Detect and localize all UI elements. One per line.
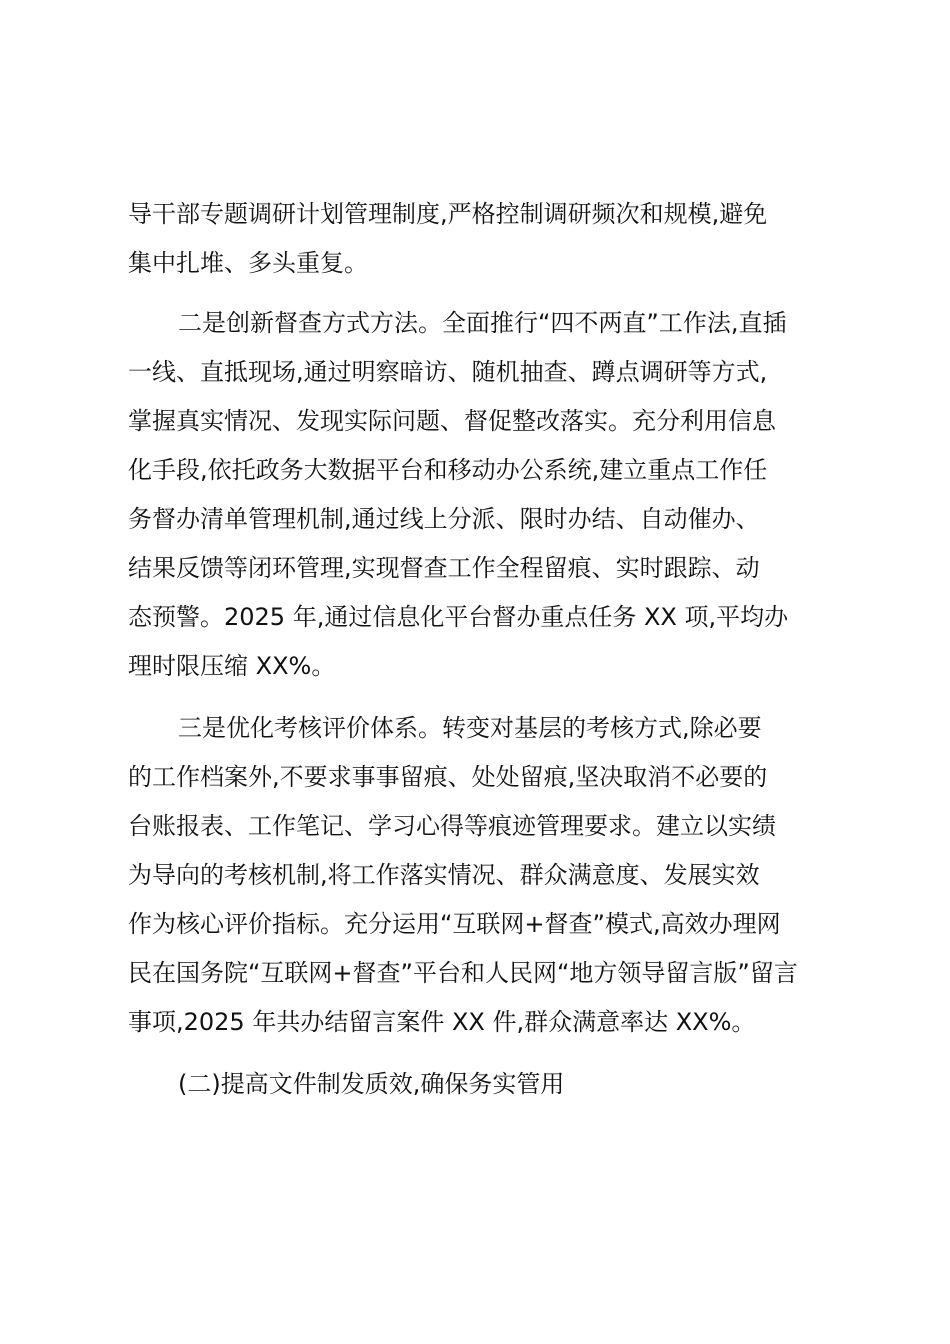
paragraph-start-line: 三是优化考核评价体系。转变对基层的考核方式,除必要 xyxy=(178,714,762,742)
text-line: 事项,2025 年共办结留言案件 XX 件,群众满意率达 XX%。 xyxy=(128,1008,756,1036)
text-line: 作为核心评价指标。充分运用“互联网+督查”模式,高效办理网 xyxy=(128,910,781,938)
text-line: 务督办清单管理机制,通过线上分派、限时办结、自动催办、 xyxy=(128,505,760,533)
text-line: 的工作档案外,不要求事事留痕、处处留痕,坚决取消不必要的 xyxy=(128,763,768,791)
paragraph-start-line: 二是创新督查方式方法。全面推行“四不两直”工作法,直插 xyxy=(178,309,787,337)
text-line: 掌握真实情况、发现实际问题、督促整改落实。充分利用信息 xyxy=(128,407,776,435)
section-heading: (二)提高文件制发质效,确保务实管用 xyxy=(178,1070,565,1098)
text-line: 民在国务院“互联网+督查”平台和人民网“地方领导留言版”留言 xyxy=(128,959,798,987)
text-line: 理时限压缩 XX%。 xyxy=(128,652,336,680)
text-line: 一线、直抵现场,通过明察暗访、随机抽查、蹲点调研等方式, xyxy=(128,358,768,386)
text-line: 化手段,依托政务大数据平台和移动办公系统,建立重点工作任 xyxy=(128,456,768,484)
text-line: 结果反馈等闭环管理,实现督查工作全程留痕、实时跟踪、动 xyxy=(128,554,760,582)
text-line: 态预警。2025 年,通过信息化平台督办重点任务 XX 项,平均办 xyxy=(128,603,789,631)
text-line: 集中扎堆、多头重复。 xyxy=(128,249,368,277)
text-line: 台账报表、工作笔记、学习心得等痕迹管理要求。建立以实绩 xyxy=(128,812,776,840)
text-line: 为导向的考核机制,将工作落实情况、群众满意度、发展实效 xyxy=(128,861,760,889)
text-line: 导干部专题调研计划管理制度,严格控制调研频次和规模,避免 xyxy=(128,200,768,228)
